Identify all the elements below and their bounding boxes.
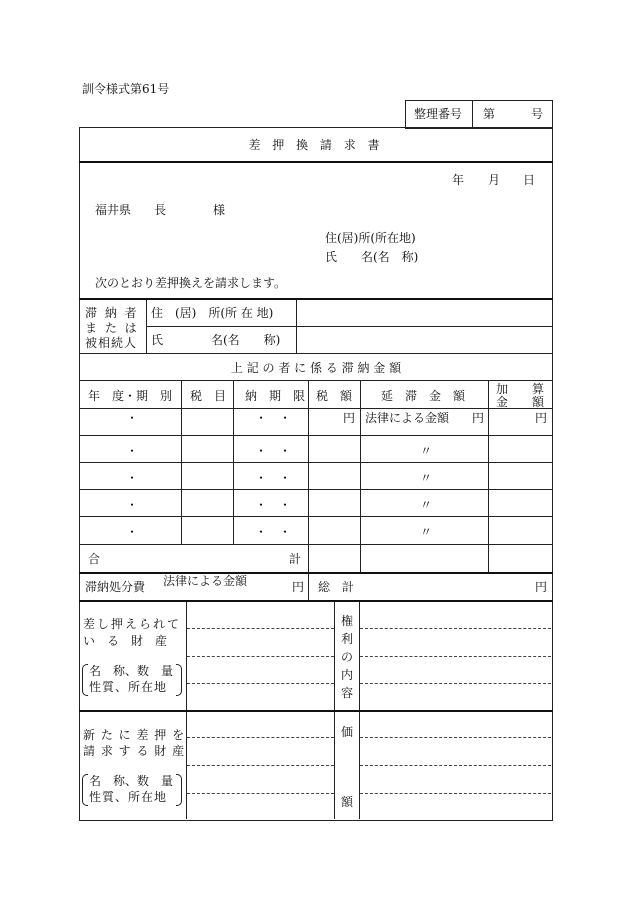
row5-deadline-dots: ・ ・ — [255, 525, 292, 539]
taxpayer-label-2: ま た は — [85, 321, 139, 335]
rights-char-5: 容 — [341, 686, 354, 700]
addressee-prefecture: 福井県 — [95, 203, 132, 217]
row1-late-yen: 円 — [472, 411, 485, 425]
row5-year-dot: ・ — [126, 525, 139, 539]
reference-dai: 第 — [483, 107, 496, 121]
date-day: 日 — [523, 173, 536, 187]
reference-gou: 号 — [531, 107, 544, 121]
new-seizure-paren-2: 性質、所在地 — [89, 790, 168, 804]
seized-label-1: 差し押えられて — [83, 617, 182, 631]
applicant-name-label: 氏 名(名 称) — [325, 250, 419, 264]
col-header-year: 年 度・期 別 — [88, 389, 173, 403]
total-label-left: 合 — [88, 552, 101, 566]
row5-ditto: 〃 — [420, 525, 433, 539]
col-header-tax-amount: 税 額 — [316, 389, 353, 403]
new-seizure-paren-1: 名 称、数 量 — [89, 774, 174, 788]
row2-year-dot: ・ — [126, 444, 139, 458]
col-header-late-fee: 延 滞 金 額 — [381, 389, 466, 403]
form-frame — [79, 127, 553, 821]
grand-total-label: 総 計 — [318, 580, 355, 594]
form-code: 訓令様式第61号 — [82, 82, 170, 96]
row1-add-yen: 円 — [535, 411, 548, 425]
row1-legal-amount: 法律による金額 — [365, 411, 450, 425]
row1-year-dot: ・ — [126, 411, 139, 425]
taxpayer-address-label: 住 (居) 所(所 在 地) — [151, 306, 274, 320]
value-char-bottom: 額 — [341, 795, 354, 809]
grand-total-yen: 円 — [535, 580, 548, 594]
row4-ditto: 〃 — [420, 498, 433, 512]
fee-legal-amount: 法律による金額 — [163, 574, 248, 588]
applicant-address-label: 住(居)所(所在地) — [325, 231, 416, 245]
reference-number-label: 整理番号 — [414, 107, 463, 121]
row3-deadline-dots: ・ ・ — [255, 471, 292, 485]
col-header-tax-item: 税 目 — [190, 389, 227, 403]
date-month: 月 — [488, 173, 501, 187]
col-header-deadline: 納 期 限 — [245, 389, 306, 403]
date-year: 年 — [452, 173, 465, 187]
seized-paren-2: 性質、所在地 — [89, 680, 168, 694]
section-title: 上 記 の 者 に 係 る 滞 納 金 額 — [230, 361, 402, 375]
row2-deadline-dots: ・ ・ — [255, 444, 292, 458]
row2-ditto: 〃 — [420, 444, 433, 458]
rights-char-1: 権 — [341, 614, 354, 628]
new-seizure-label-2: 請 求 す る 財 産 — [83, 744, 186, 758]
row1-deadline-dots: ・ ・ — [255, 411, 292, 425]
row3-ditto: 〃 — [420, 471, 433, 485]
taxpayer-name-label: 氏 名(名 称) — [151, 333, 281, 347]
seized-label-2: い る 財 産 — [83, 634, 168, 648]
row3-year-dot: ・ — [126, 471, 139, 485]
new-seizure-label-1: 新 た に 差 押 を — [83, 728, 186, 742]
fee-yen: 円 — [292, 580, 305, 594]
taxpayer-label-1: 滞 納 者 — [85, 306, 139, 320]
addressee-sama: 様 — [213, 203, 226, 217]
row4-year-dot: ・ — [126, 498, 139, 512]
total-label-right: 計 — [289, 552, 302, 566]
rights-char-4: 内 — [341, 668, 354, 682]
col-header-amount: 金 額 — [496, 395, 545, 409]
addressee-chou: 長 — [154, 203, 167, 217]
seized-paren-1: 名 称、数 量 — [89, 664, 174, 678]
col-header-addition: 加 算 — [496, 382, 545, 396]
form-title: 差 押 換 請 求 書 — [248, 138, 384, 152]
row1-tax-yen: 円 — [343, 411, 356, 425]
taxpayer-label-3: 被相続人 — [85, 336, 138, 350]
row4-deadline-dots: ・ ・ — [255, 498, 292, 512]
rights-char-2: 利 — [341, 632, 354, 646]
request-text: 次のとおり差押換えを請求します。 — [95, 276, 287, 290]
rights-char-3: の — [341, 650, 354, 664]
fee-label: 滞納処分費 — [85, 580, 146, 594]
value-char-top: 価 — [341, 725, 354, 739]
